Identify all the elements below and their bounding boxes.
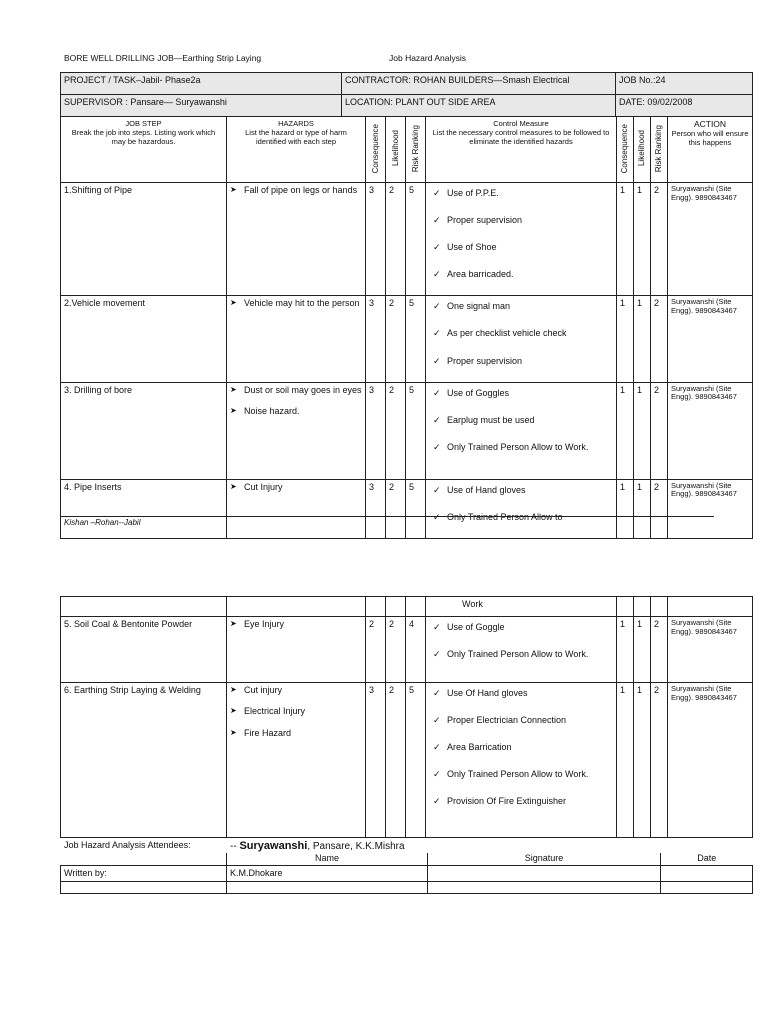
- residual-consequence-cell: 1: [617, 382, 634, 479]
- hazard-item: ➤ Electrical Injury: [230, 706, 362, 717]
- hazard-item: ➤ Dust or soil may goes in eyes: [230, 385, 362, 396]
- hazard-item: ➤ Cut injury: [230, 685, 362, 696]
- hazard-item: ➤ Eye Injury: [230, 619, 362, 630]
- project-field: PROJECT / TASK–Jabil- Phase2a: [61, 73, 342, 95]
- residual-consequence-cell: 1: [617, 296, 634, 382]
- action-cell: Suryawanshi (Site Engg). 9890843467: [668, 382, 753, 479]
- residual-consequence-cell: 1: [617, 183, 634, 296]
- document-title: BORE WELL DRILLING JOB—Earthing Strip Laying: [64, 53, 262, 63]
- risk-ranking-cell: 5: [406, 183, 426, 296]
- consequence2-header: Consequence: [617, 117, 634, 183]
- table-row: [61, 183, 753, 296]
- likelihood-header: Likelihood: [386, 117, 406, 183]
- control-measure-item: ✓ Proper supervision: [429, 353, 613, 370]
- control-measures-cell: [426, 683, 617, 838]
- control-measure-item: ✓ Area barricaded.: [429, 266, 613, 283]
- job-step-header: JOB STEP Break the job into steps. Listing work which may be hazardous.: [61, 117, 227, 183]
- risk-ranking-cell: 5: [406, 382, 426, 479]
- control-measures-cell: [426, 296, 617, 382]
- work-continuation: Work: [426, 597, 617, 617]
- residual-consequence-cell: 1: [617, 617, 634, 683]
- action-cell: Suryawanshi (Site Engg). 9890843467: [668, 683, 753, 838]
- hazards-cell: [227, 683, 366, 838]
- page-separator: [60, 516, 714, 517]
- residual-risk-ranking-cell: 2: [651, 296, 668, 382]
- consequence-cell: 3: [366, 382, 386, 479]
- likelihood2-header: Likelihood: [634, 117, 651, 183]
- control-measure-item: ✓ Use Of Hand gloves: [429, 685, 613, 702]
- signoff-table: [60, 853, 753, 894]
- hazard-item: ➤ Fire Hazard: [230, 728, 362, 739]
- control-measure-header: Control Measure List the necessary control measures to be followed to eliminate the identified hazards: [426, 117, 617, 183]
- risk-ranking-header: Risk Ranking: [406, 117, 426, 183]
- residual-risk-ranking-cell: 2: [651, 382, 668, 479]
- residual-risk-ranking-cell: 2: [651, 183, 668, 296]
- hazard-item: ➤ Cut Injury: [230, 482, 362, 493]
- table-header-row: [61, 117, 753, 183]
- hazard-item: ➤ Noise hazard.: [230, 406, 362, 417]
- written-by-label: Written by:: [61, 865, 227, 881]
- hazards-cell: [227, 617, 366, 683]
- likelihood-cell: 2: [386, 183, 406, 296]
- risk-ranking-cell: 5: [406, 683, 426, 838]
- table-row: [61, 597, 753, 617]
- residual-risk-ranking-cell: 2: [651, 479, 668, 538]
- control-measures-cell: [426, 617, 617, 683]
- control-measure-item: ✓ Use of Shoe: [429, 239, 613, 256]
- likelihood-cell: 2: [386, 382, 406, 479]
- action-cell: Suryawanshi (Site Engg). 9890843467: [668, 479, 753, 538]
- table-row: [61, 382, 753, 479]
- contractor-field: CONTRACTOR: ROHAN BUILDERS—Smash Electrical: [342, 73, 616, 95]
- hazard-table-continued: [60, 596, 753, 838]
- document-type: Job Hazard Analysis: [389, 53, 467, 63]
- consequence-cell: 3: [366, 296, 386, 382]
- likelihood-cell: 2: [386, 296, 406, 382]
- control-measure-item: ✓ Proper supervision: [429, 212, 613, 229]
- risk-ranking-cell: 4: [406, 617, 426, 683]
- consequence-header: Consequence: [366, 117, 386, 183]
- control-measure-item: ✓ Use of Hand gloves: [429, 482, 613, 499]
- written-by-date[interactable]: [661, 865, 753, 881]
- hazards-cell: [227, 382, 366, 479]
- job-step-cell: 5. Soil Coal & Bentonite Powder: [61, 617, 227, 683]
- control-measure-item: ✓ As per checklist vehicle check: [429, 325, 613, 342]
- control-measure-item: ✓ Only Trained Person Allow to Work.: [429, 646, 613, 663]
- table-row: [61, 296, 753, 382]
- control-measures-cell: [426, 479, 617, 538]
- job-step-cell: 2.Vehicle movement: [61, 296, 227, 382]
- control-measures-cell: [426, 382, 617, 479]
- hazards-cell: [227, 479, 366, 538]
- info-table: [60, 72, 753, 117]
- control-measure-item: ✓ Only Trained Person Allow to Work.: [429, 439, 613, 456]
- residual-likelihood-cell: 1: [634, 479, 651, 538]
- signature-column-header: Signature: [428, 853, 661, 865]
- action-cell: Suryawanshi (Site Engg). 9890843467: [668, 617, 753, 683]
- residual-consequence-cell: 1: [617, 479, 634, 538]
- control-measure-item: ✓ Use of Goggle: [429, 619, 613, 636]
- job-step-cell: 6. Earthing Strip Laying & Welding: [61, 683, 227, 838]
- supervisor-field: SUPERVISOR : Pansare— Suryawanshi: [61, 95, 342, 117]
- consequence-cell: 2: [366, 617, 386, 683]
- likelihood-cell: 2: [386, 479, 406, 538]
- risk-ranking2-header: Risk Ranking: [651, 117, 668, 183]
- control-measure-item: ✓ Use of P.P.E.: [429, 185, 613, 202]
- written-by-name: K.M.Dhokare: [227, 865, 428, 881]
- attendees-names: -- Suryawanshi, Pansare, K.K.Mishra: [230, 840, 405, 852]
- written-by-signature[interactable]: [428, 865, 661, 881]
- residual-likelihood-cell: 1: [634, 183, 651, 296]
- table-row: [61, 617, 753, 683]
- hazard-item: ➤ Vehicle may hit to the person: [230, 298, 362, 309]
- likelihood-cell: 2: [386, 683, 406, 838]
- residual-likelihood-cell: 1: [634, 683, 651, 838]
- control-measure-item: ✓ Provision Of Fire Extinguisher: [429, 793, 613, 810]
- risk-ranking-cell: 5: [406, 479, 426, 538]
- table-row: [61, 479, 753, 538]
- job-no-field: JOB No.:24: [616, 73, 753, 95]
- control-measures-cell: [426, 183, 617, 296]
- residual-consequence-cell: 1: [617, 683, 634, 838]
- job-step-cell: 1.Shifting of Pipe: [61, 183, 227, 296]
- footer-note: Kishan –Rohan--Jabil: [64, 518, 141, 527]
- control-measure-item: ✓ One signal man: [429, 298, 613, 315]
- control-measure-item: ✓ Only Trained Person Allow to: [429, 509, 613, 526]
- control-measure-item: ✓ Earplug must be used: [429, 412, 613, 429]
- table-row: [61, 683, 753, 838]
- residual-likelihood-cell: 1: [634, 617, 651, 683]
- action-header: ACTION Person who will ensure this happens: [668, 117, 753, 183]
- date-column-header: Date: [661, 853, 753, 865]
- action-cell: Suryawanshi (Site Engg). 9890843467: [668, 183, 753, 296]
- consequence-cell: 3: [366, 683, 386, 838]
- consequence-cell: 3: [366, 479, 386, 538]
- risk-ranking-cell: 5: [406, 296, 426, 382]
- residual-risk-ranking-cell: 2: [651, 617, 668, 683]
- job-step-cell: 4. Pipe Inserts: [61, 479, 227, 538]
- hazard-item: ➤ Fall of pipe on legs or hands: [230, 185, 362, 196]
- hazards-header: HAZARDS List the hazard or type of harm identified with each step: [227, 117, 366, 183]
- location-field: LOCATION: PLANT OUT SIDE AREA: [342, 95, 616, 117]
- control-measure-item: ✓ Use of Goggles: [429, 385, 613, 402]
- date-field: DATE: 09/02/2008: [616, 95, 753, 117]
- likelihood-cell: 2: [386, 617, 406, 683]
- consequence-cell: 3: [366, 183, 386, 296]
- action-cell: Suryawanshi (Site Engg). 9890843467: [668, 296, 753, 382]
- control-measure-item: ✓ Proper Electrician Connection: [429, 712, 613, 729]
- hazards-cell: [227, 183, 366, 296]
- control-measure-item: ✓ Area Barrication: [429, 739, 613, 756]
- name-column-header: Name: [227, 853, 428, 865]
- hazard-table: [60, 116, 753, 539]
- job-step-cell: 3. Drilling of bore: [61, 382, 227, 479]
- control-measure-item: ✓ Only Trained Person Allow to Work.: [429, 766, 613, 783]
- residual-likelihood-cell: 1: [634, 296, 651, 382]
- residual-likelihood-cell: 1: [634, 382, 651, 479]
- attendees-label: Job Hazard Analysis Attendees:: [64, 840, 191, 850]
- residual-risk-ranking-cell: 2: [651, 683, 668, 838]
- hazards-cell: [227, 296, 366, 382]
